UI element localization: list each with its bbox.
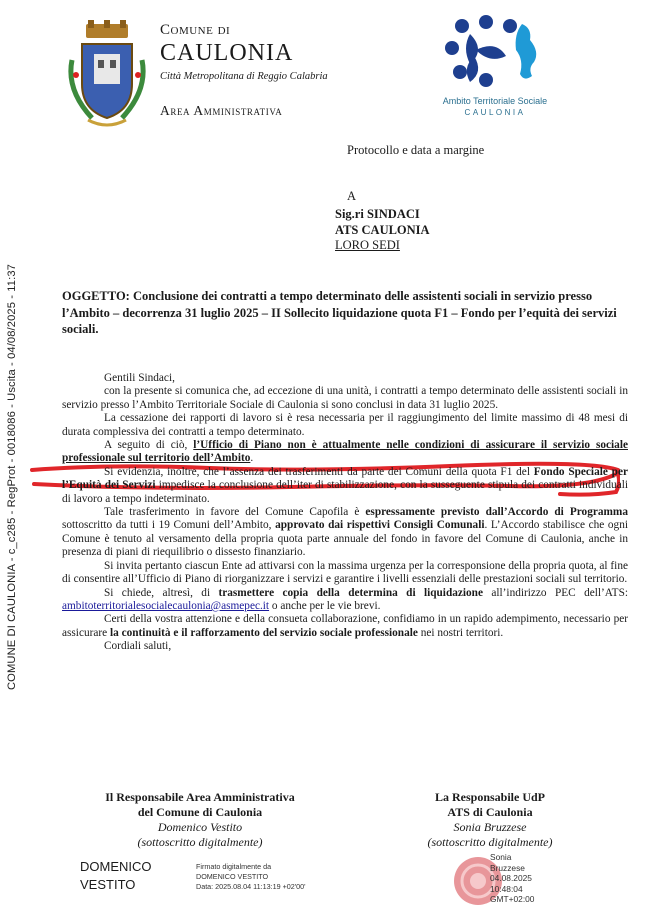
signature-left-title2: del Comune di Caulonia bbox=[137, 805, 263, 819]
signature-right-title2: ATS di Caulonia bbox=[447, 805, 533, 819]
paragraph-5-c: sottoscritto da tutti i 19 Comuni dell’Ambito, bbox=[62, 519, 276, 532]
digital-signature-name-2: VESTITO bbox=[80, 877, 136, 892]
paragraph-5-a: Tale trasferimento in favore del Comune Capofila è bbox=[104, 506, 366, 519]
signature-left-name: Domenico Vestito bbox=[157, 820, 243, 834]
paragraph-3-a: A seguito di ciò, bbox=[104, 439, 194, 452]
letterhead-metro-city: Città Metropolitana di Reggio Calabria bbox=[160, 71, 328, 82]
paragraph-7 bbox=[62, 587, 628, 614]
signature-right-note: (sottoscritto digitalmente) bbox=[427, 835, 553, 849]
signature-right-name: Sonia Bruzzese bbox=[453, 820, 527, 834]
paragraph-4-a: Si evidenzia, inoltre, che l’assenza dei trasferimenti da parte dei Comuni della quota F1 del bbox=[104, 465, 534, 478]
subject: OGGETTO: Conclusione dei contratti a tempo determinato delle assistenti sociali in servizio presso l’Ambito – decorrenza 31 luglio 2025 – II Sollecito liquidazione quota F1 – Fondo per l’equità dei servizi sociali. bbox=[62, 289, 617, 336]
paragraph-2: La cessazione dei rapporti di lavoro si è resa necessaria per il raggiungimento del limite massimo di 48 mesi di durata complessiva dei contratti a tempo determinato. bbox=[62, 412, 628, 438]
letterhead-area: Area Amministrativa bbox=[160, 103, 283, 118]
municipality-crest-icon bbox=[66, 20, 148, 130]
signature-right-title1: La Responsabile UdP bbox=[434, 790, 546, 804]
pec-email-link[interactable]: ambitoterritorialesocialecaulonia@asmepec.it bbox=[62, 599, 270, 612]
protocol-side-stamp: COMUNE DI CAULONIA - c_c285 - RegProt - 0018086 - Uscita - 04/08/2025 - 11:37 bbox=[6, 264, 18, 690]
paragraph-5-bold-2: approvato dai rispettivi Consigli Comunali bbox=[275, 519, 485, 532]
paragraph-4-c: impedisce la conclusione dell’iter di stabilizzazione, con la susseguente stipula dei contratti individuali di lavoro a tempo indeterminato. bbox=[62, 479, 628, 505]
digital-signature-info-3: Data: 2025.08.04 11:13:19 +02'00' bbox=[196, 882, 306, 891]
seal-info-2: Bruzzese bbox=[490, 862, 525, 873]
greeting: Gentili Sindaci, bbox=[104, 372, 175, 384]
ats-logo-name: Ambito Territoriale Sociale bbox=[442, 96, 548, 106]
recipient-prefix: A bbox=[347, 189, 357, 203]
paragraph-8-bold: la continuità e il rafforzamento del servizio sociale professionale bbox=[109, 626, 418, 639]
paragraph-8-a: Certi della vostra attenzione e della consueta collaborazione, confidiamo in un rapido adempimento, necessario per assicurare bbox=[62, 613, 628, 639]
paragraph-3-c: . bbox=[250, 452, 254, 465]
paragraph-5-bold-1: espressamente previsto dall’Accordo di Programma bbox=[365, 506, 628, 519]
paragraph-8 bbox=[62, 613, 628, 640]
paragraph-3 bbox=[62, 439, 628, 466]
letter-body bbox=[62, 372, 628, 654]
digital-signature-info bbox=[196, 862, 306, 892]
digital-signature-name bbox=[80, 858, 152, 894]
letterhead-line1: Comune di bbox=[160, 22, 231, 38]
digital-seal-info bbox=[490, 852, 534, 905]
paragraph-1: con la presente si comunica che, ad eccezione di una unità, i contratti a tempo determinato delle assistenti sociali in servizio presso l’Ambito Territoriale Sociale di Caulonia si sono conclusi in data 31 luglio 2025. bbox=[62, 385, 628, 411]
ats-logo-sub: CAULONIA bbox=[464, 108, 526, 117]
recipient-line1: Sig.ri SINDACI bbox=[335, 207, 420, 221]
letterhead-municipality-name: CAULONIA bbox=[160, 40, 294, 66]
digital-signature-info-1: Firmato digitalmente da bbox=[196, 862, 272, 871]
protocol-note: Protocollo e data a margine bbox=[347, 143, 485, 157]
paragraph-8-c: nei nostri territori. bbox=[417, 626, 504, 639]
signature-right bbox=[390, 790, 590, 850]
digital-signature-name-1: DOMENICO bbox=[80, 859, 152, 874]
ats-logo-icon bbox=[440, 14, 550, 90]
seal-info-3: 04.08.2025 bbox=[490, 873, 532, 884]
recipient-line3: LORO SEDI bbox=[335, 238, 400, 252]
signature-left-note: (sottoscritto digitalmente) bbox=[137, 835, 263, 849]
paragraph-7-c: all’indirizzo PEC dell’ATS: bbox=[482, 586, 628, 599]
paragraph-7-bold: trasmettere copia della determina di liquidazione bbox=[218, 586, 483, 599]
signature-left bbox=[60, 790, 340, 850]
paragraph-5 bbox=[62, 506, 628, 560]
paragraph-7-d: o anche per le vie brevi. bbox=[269, 599, 381, 612]
digital-signature-info-2: DOMENICO VESTITO bbox=[196, 872, 269, 881]
paragraph-4-bold: Fondo Speciale per l’Equità dei Servizi bbox=[62, 465, 628, 492]
paragraph-5-e: . L’Accordo stabilisce che ogni Comune è tenuto al versamento della propria quota parte annuale del fondo in favore del Comune di Caulonia, anche in presenza di piani di riequilibrio o dissesto finanziario. bbox=[62, 519, 628, 559]
paragraph-4 bbox=[62, 466, 628, 506]
paragraph-3-highlight: l’Ufficio di Piano non è attualmente nelle condizioni di assicurare il servizio sociale professionale sul territorio dell’Ambito bbox=[62, 439, 628, 465]
closing: Cordiali saluti, bbox=[104, 640, 172, 653]
seal-info-5: GMT+02:00 bbox=[490, 894, 535, 905]
signature-left-title1: Il Responsabile Area Amministrativa bbox=[105, 790, 295, 804]
paragraph-6: Si invita pertanto ciascun Ente ad attivarsi con la massima urgenza per la corresponsione della propria quota, al fine di consentire all’Ufficio di Piano di riorganizzare i servizi e garantire i livelli essenziali delle prestazioni sociali sul territorio. bbox=[62, 559, 628, 586]
seal-info-4: 10:48:04 bbox=[490, 883, 523, 894]
paragraph-7-a: Si chiede, altresì, di bbox=[104, 586, 219, 599]
recipient-line2: ATS CAULONIA bbox=[335, 223, 430, 237]
seal-info-1: Sonia bbox=[490, 852, 512, 862]
